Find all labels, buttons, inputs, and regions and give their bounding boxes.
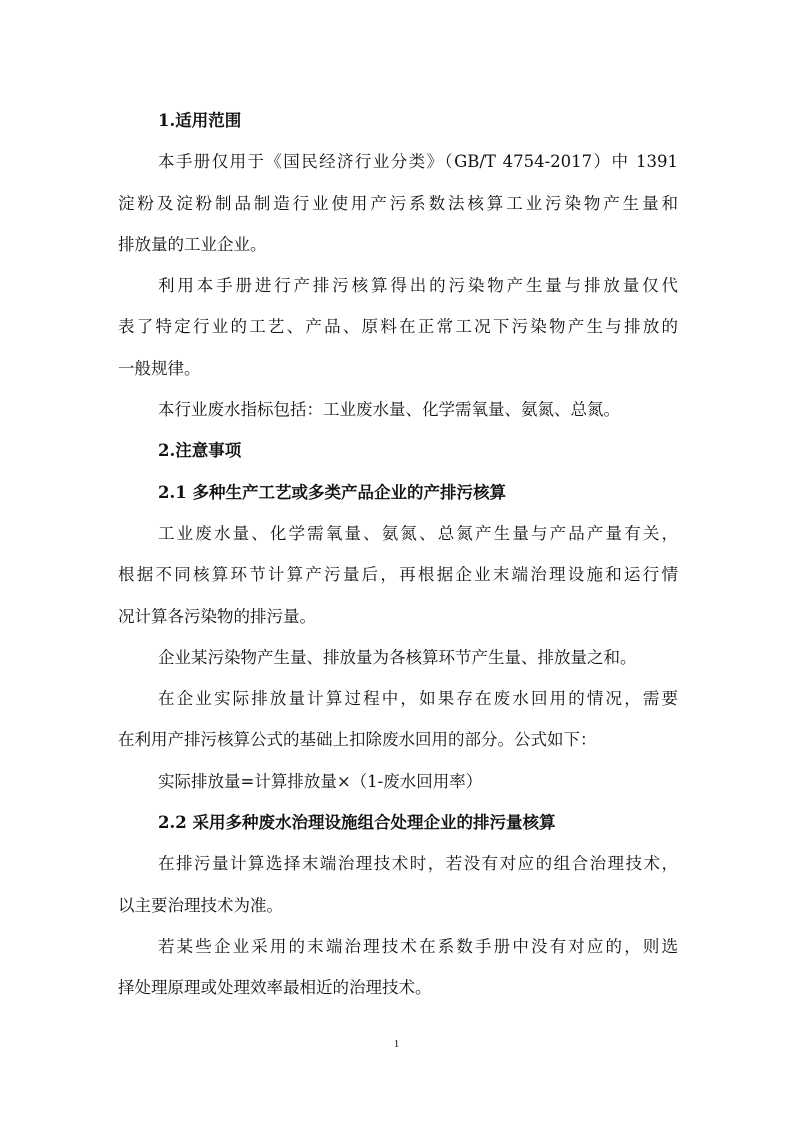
paragraph-line: 若某些企业采用的末端治理技术在系数手册中没有对应的，则选 — [158, 936, 678, 956]
paragraph-scope-applicability — [118, 141, 678, 265]
paragraph-line: 在排污量计算选择末端治理技术时，若没有对应的组合治理技术， — [158, 854, 678, 874]
page-number: 1 — [393, 1038, 400, 1050]
paragraph-line: 表了特定行业的工艺、产品、原料在正常工况下污染物产生与排放的 — [118, 317, 678, 337]
paragraph-line: 企业某污染物产生量、排放量为各核算环节产生量、排放量之和。 — [158, 647, 637, 667]
formula — [118, 761, 678, 802]
paragraph-wastewater-indicators — [118, 389, 678, 430]
paragraph-main-technology — [118, 843, 678, 926]
paragraph-closest-technology — [118, 926, 678, 1009]
paragraph-water-reuse — [118, 678, 678, 761]
paragraph-line: 本行业废水指标包括：工业废水量、化学需氧量、氨氮、总氮。 — [158, 400, 620, 420]
paragraph-line: 工业废水量、化学需氧量、氨氮、总氮产生量与产品产量有关， — [158, 523, 678, 543]
subsection-heading-multi-process: 2.1 多种生产工艺或多类产品企业的产排污核算 — [158, 482, 506, 502]
paragraph-line: 以主要治理技术为准。 — [118, 895, 283, 915]
paragraph-line: 在企业实际排放量计算过程中，如果存在废水回用的情况，需要 — [158, 689, 678, 709]
subsection-heading-combined-treatment: 2.2 采用多种废水治理设施组合处理企业的排污量核算 — [158, 813, 556, 833]
paragraph-line: 本手册仅用于《国民经济行业分类》（GB/T 4754-2017）中 1391 — [158, 152, 678, 172]
section-heading-scope: 1.适用范围 — [158, 111, 242, 130]
paragraph-pollutant-generation — [118, 513, 678, 637]
paragraph-line: 一般规律。 — [118, 358, 201, 378]
paragraph-line: 在利用产排污核算公式的基础上扣除废水回用的部分。公式如下： — [118, 730, 597, 750]
paragraph-sum-rule — [118, 637, 678, 678]
paragraph-line: 择处理原理或处理效率最相近的治理技术。 — [118, 978, 432, 998]
paragraph-line: 利用本手册进行产排污核算得出的污染物产生量与排放量仅代 — [158, 276, 678, 296]
paragraph-line: 排放量的工业企业。 — [118, 234, 267, 254]
paragraph-line: 根据不同核算环节计算产污量后，再根据企业末端治理设施和运行情 — [118, 565, 678, 585]
paragraph-line: 况计算各污染物的排污量。 — [118, 606, 316, 626]
paragraph-scope-results — [118, 265, 678, 389]
formula-line: 实际排放量=计算排放量×（1-废水回用率） — [158, 771, 483, 791]
document-body — [118, 100, 678, 1009]
paragraph-line: 淀粉及淀粉制品制造行业使用产污系数法核算工业污染物产生量和 — [118, 193, 678, 213]
section-heading-notes: 2.注意事项 — [158, 441, 242, 461]
